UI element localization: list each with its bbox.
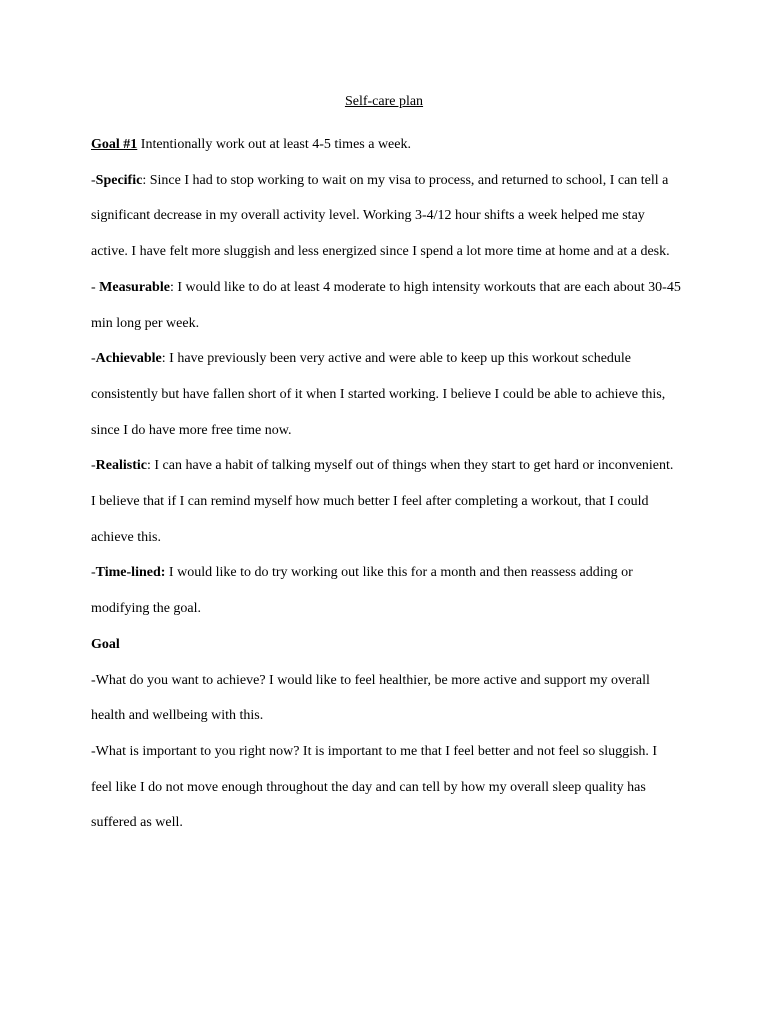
goal-1-text: Intentionally work out at least 4-5 times a week. xyxy=(137,137,411,152)
document-title: Self-care plan xyxy=(344,94,424,109)
measurable-paragraph xyxy=(91,270,681,341)
timelined-label: Time-lined: xyxy=(95,565,166,581)
timelined-prefix: - xyxy=(91,565,96,581)
timelined-paragraph xyxy=(91,555,681,626)
document-body xyxy=(91,127,681,841)
realistic-text: : I can have a habit of talking myself out of things when they start to get hard or inconvenient. I believe that if I can remind myself how much better I feel after completing a workout, that I could achieve this. xyxy=(91,458,674,545)
measurable-text: : I would like to do at least 4 moderate to high intensity workouts that are each about 30-45 min long per week. xyxy=(91,279,681,331)
measurable-prefix: - xyxy=(91,279,100,295)
specific-paragraph xyxy=(91,163,681,270)
specific-text: : Since I had to stop working to wait on my visa to process, and returned to school, I can tell a significant decrease in my overall activity level. Working 3-4/12 hour shifts a week helped me stay active. I have felt more sluggish and less energized since I spend a lot more time at home and at a desk. xyxy=(91,172,670,260)
question-1-paragraph: -What do you want to achieve? I would like to feel healthier, be more active and support my overall health and wellbeing with this. xyxy=(91,672,650,724)
achievable-label: Achievable xyxy=(95,351,162,367)
specific-prefix: - xyxy=(91,172,96,188)
achievable-text: : I have previously been very active and were able to keep up this workout schedule consistently but have fallen short of it when I started working. I believe I could be able to achieve this, since I do have more free time now. xyxy=(91,351,666,438)
realistic-paragraph xyxy=(91,448,681,555)
realistic-label: Realistic xyxy=(95,458,147,474)
realistic-prefix: - xyxy=(91,458,96,474)
timelined-text: I would like to do try working out like this for a month and then reassess adding or modifying the goal. xyxy=(91,565,633,617)
goal-1-paragraph xyxy=(91,127,681,163)
measurable-label: Measurable xyxy=(99,279,170,295)
achievable-prefix: - xyxy=(91,351,96,367)
achievable-paragraph xyxy=(91,341,681,448)
specific-label: Specific xyxy=(95,172,143,188)
goal-1-label: Goal #1 xyxy=(91,137,138,152)
goal-heading: Goal xyxy=(91,636,120,652)
question-2-paragraph: -What is important to you right now? It is important to me that I feel better and not feel so sluggish. I feel like I do not move enough throughout the day and can tell by how my overall sleep quality has suffered as well. xyxy=(91,743,658,831)
